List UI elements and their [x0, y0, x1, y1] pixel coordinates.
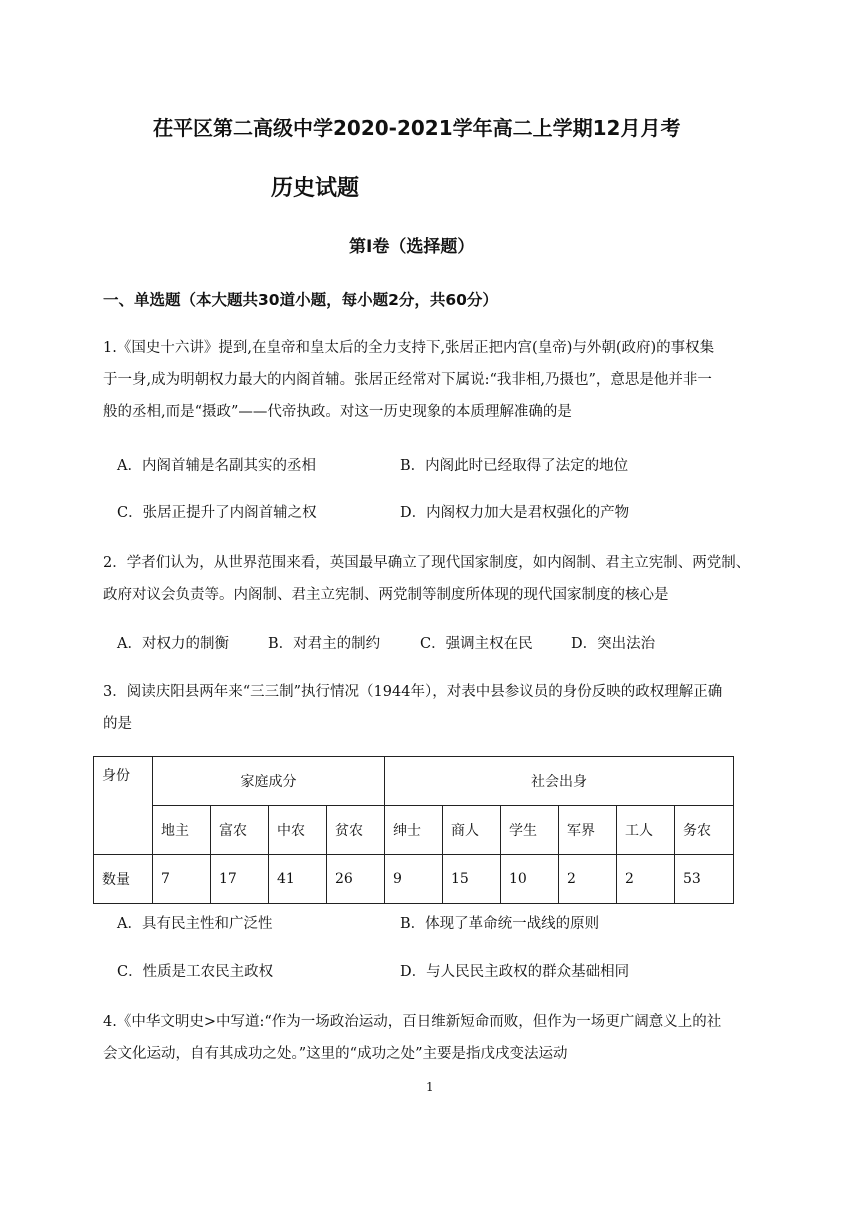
section-heading: 一、单选题（本大题共30道小题，每小题2分，共60分） — [103, 291, 498, 309]
document-subtitle: 历史试题 — [271, 176, 360, 201]
column-header: 商人 — [443, 806, 501, 855]
question-3-option-b: B．体现了革命统一战线的原则 — [400, 916, 600, 932]
table-cell: 7 — [153, 855, 211, 904]
page-number: 1 — [426, 1080, 434, 1094]
column-header: 务农 — [675, 806, 734, 855]
question-1-line-2: 于一身,成为明朝权力最大的内阁首辅。张居正经常对下属说:“我非相,乃摄也”，意思是他并非一 — [103, 372, 712, 388]
column-header: 学生 — [501, 806, 559, 855]
question-4-line-1: 4.《中华文明史>中写道:“作为一场政治运动，百日维新短命而败，但作为一场更广阔意义上的社 — [103, 1014, 722, 1030]
column-header: 绅士 — [385, 806, 443, 855]
question-2-option-a: A．对权力的制衡 — [117, 636, 229, 652]
question-3-line-1: 3．阅读庆阳县两年来“三三制”执行情况（1944年），对表中县参议员的身份反映的政权理解正确 — [103, 684, 723, 700]
column-header: 富农 — [211, 806, 269, 855]
question-1-option-a: A．内阁首辅是名副其实的丞相 — [117, 458, 316, 474]
question-3-option-c: C．性质是工农民主政权 — [117, 964, 274, 980]
table-cell: 15 — [443, 855, 501, 904]
question-2-line-1: 2．学者们认为，从世界范围来看，英国最早确立了现代国家制度，如内阁制、君主立宪制、两党制、 — [103, 555, 751, 571]
column-header: 军界 — [559, 806, 617, 855]
column-header: 地主 — [153, 806, 211, 855]
question-1-line-3: 般的丞相,而是“摄政”——代帝执政。对这一历史现象的本质理解准确的是 — [103, 404, 572, 420]
table-cell: 41 — [269, 855, 327, 904]
row-label-identity: 身份 — [94, 757, 153, 855]
question-4-line-2: 会文化运动，自有其成功之处。”这里的“成功之处”主要是指戊戌变法运动 — [103, 1046, 568, 1062]
table-cell: 17 — [211, 855, 269, 904]
column-header: 中农 — [269, 806, 327, 855]
table-cell: 2 — [617, 855, 675, 904]
column-header: 工人 — [617, 806, 675, 855]
question-2-option-c: C．强调主权在民 — [420, 636, 533, 652]
question-1-option-b: B．内阁此时已经取得了法定的地位 — [400, 458, 629, 474]
table-cell: 53 — [675, 855, 734, 904]
question-2-option-d: D．突出法治 — [571, 636, 656, 652]
question-1-line-1: 1.《国史十六讲》提到,在皇帝和皇太后的全力支持下,张居正把内宫(皇帝)与外朝(政府)的事权集 — [103, 340, 715, 356]
table-cell: 9 — [385, 855, 443, 904]
table-row — [94, 855, 734, 904]
question-1-option-d: D．内阁权力加大是君权强化的产物 — [400, 505, 630, 521]
question-3-option-d: D．与人民民主政权的群众基础相同 — [400, 964, 630, 980]
table-cell: 26 — [327, 855, 385, 904]
question-1-option-c: C．张居正提升了内阁首辅之权 — [117, 505, 317, 521]
question-3-line-2: 的是 — [103, 716, 132, 732]
part-heading: 第Ⅰ卷（选择题） — [349, 237, 475, 257]
table-cell: 2 — [559, 855, 617, 904]
table-cell: 10 — [501, 855, 559, 904]
question-2-option-b: B．对君主的制约 — [268, 636, 381, 652]
question-3-option-a: A．具有民主性和广泛性 — [117, 916, 273, 932]
group-header-family: 家庭成分 — [153, 757, 385, 806]
column-header: 贫农 — [327, 806, 385, 855]
identity-table — [93, 756, 734, 904]
document-title: 茌平区第二高级中学2020-2021学年高二上学期12月月考 — [153, 116, 681, 140]
group-header-social: 社会出身 — [385, 757, 734, 806]
question-2-line-2: 政府对议会负责等。内阁制、君主立宪制、两党制等制度所体现的现代国家制度的核心是 — [103, 587, 669, 603]
row-label-count: 数量 — [94, 855, 153, 904]
